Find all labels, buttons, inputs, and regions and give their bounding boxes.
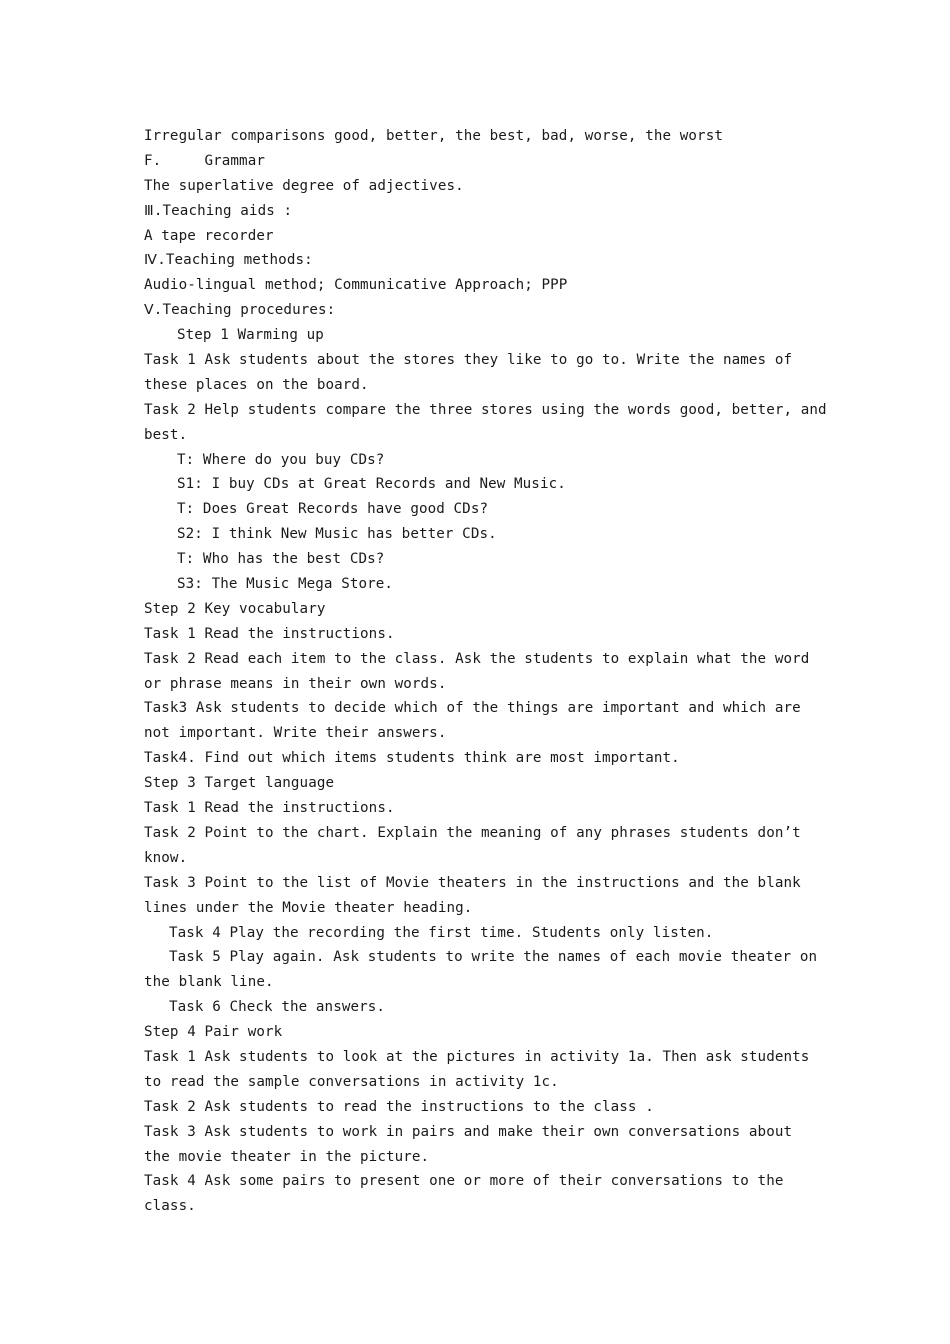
text-line: Task 4 Ask some pairs to present one or more of their conversations to the <box>144 1173 784 1190</box>
text-line: Task 1 Read the instructions. <box>144 800 395 817</box>
text-line: best. <box>144 426 188 443</box>
dialogue-line: T: Does Great Records have good CDs? <box>177 501 489 518</box>
step-heading: Step 1 Warming up <box>177 327 324 344</box>
step-heading: Step 3 Target language <box>144 775 335 792</box>
text-line: Task4. Find out which items students think are most important. <box>144 750 680 767</box>
section-heading: Ⅲ.Teaching aids : <box>144 202 293 219</box>
text-line: Task 4 Play the recording the first time. Students only listen. <box>169 924 714 941</box>
text-line: Irregular comparisons good, better, the best, bad, worse, the worst <box>144 128 723 144</box>
text-line: these places on the board. <box>144 376 369 393</box>
dialogue-line: S3: The Music Mega Store. <box>177 576 394 593</box>
text-line: Task 1 Ask students about the stores they like to go to. Write the names of <box>144 352 793 369</box>
text-line: Task 6 Check the answers. <box>169 999 386 1016</box>
text-line: lines under the Movie theater heading. <box>144 899 473 916</box>
text-line: Task 2 Read each item to the class. Ask the students to explain what the word <box>144 650 810 667</box>
text-line: Task 2 Point to the chart. Explain the meaning of any phrases students don’t <box>144 824 801 841</box>
text-line: Task3 Ask students to decide which of the things are important and which are <box>144 700 801 717</box>
document-body <box>144 124 827 1219</box>
text-line: Audio-lingual method; Communicative Approach; PPP <box>144 277 568 294</box>
text-line: The superlative degree of adjectives. <box>144 177 464 194</box>
text-line: the blank line. <box>144 974 274 991</box>
dialogue-line: T: Who has the best CDs? <box>177 551 385 568</box>
dialogue-line: S2: I think New Music has better CDs. <box>177 526 497 543</box>
text-line: know. <box>144 849 188 866</box>
section-heading: Ⅴ.Teaching procedures: <box>144 302 336 319</box>
text-line: Task 3 Point to the list of Movie theaters in the instructions and the blank <box>144 874 801 891</box>
text-line: or phrase means in their own words. <box>144 675 447 692</box>
text-line: Task 3 Ask students to work in pairs and make their own conversations about <box>144 1123 793 1140</box>
text-line: the movie theater in the picture. <box>144 1148 430 1165</box>
text-line: class. <box>144 1198 196 1215</box>
text-line: Task 5 Play again. Ask students to write the names of each movie theater on <box>169 949 818 966</box>
text-line: Task 1 Read the instructions. <box>144 625 395 642</box>
text-line: A tape recorder <box>144 227 274 244</box>
dialogue-line: T: Where do you buy CDs? <box>177 451 385 468</box>
section-heading: Ⅳ.Teaching methods: <box>144 252 313 269</box>
text-line: Task 2 Help students compare the three stores using the words good, better, and <box>144 401 827 418</box>
text-line: Task 1 Ask students to look at the pictures in activity 1a. Then ask students <box>144 1048 810 1065</box>
text-line: not important. Write their answers. <box>144 725 447 742</box>
step-heading: Step 2 Key vocabulary <box>144 600 326 617</box>
text-line: F. Grammar <box>144 152 265 169</box>
text-line: Task 2 Ask students to read the instructions to the class . <box>144 1098 654 1115</box>
text-line: to read the sample conversations in activity 1c. <box>144 1073 559 1090</box>
dialogue-line: S1: I buy CDs at Great Records and New Music. <box>177 476 566 493</box>
step-heading: Step 4 Pair work <box>144 1024 283 1041</box>
